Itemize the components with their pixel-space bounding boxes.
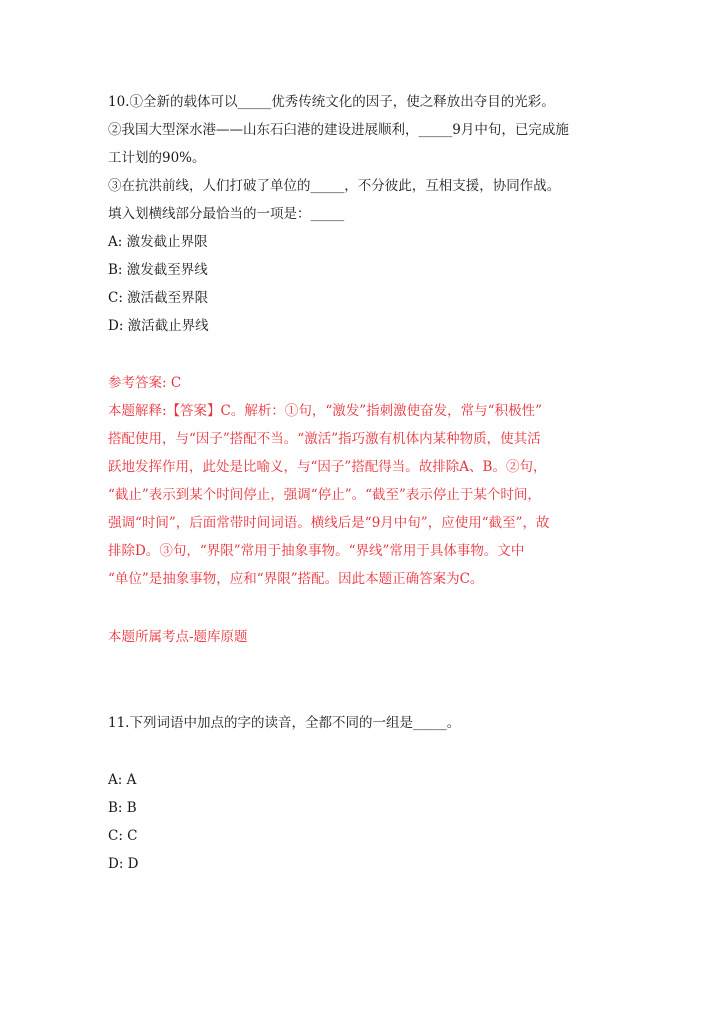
q10-stem-line-5: 填入划横线部分最恰当的一项是：_____ — [108, 206, 345, 222]
q10-analysis-line-2: 搭配使用，与“因子”搭配不当。“激活”指巧激有机体内某种物质，使其活 — [108, 431, 541, 447]
q10-analysis-line-7: “单位”是抽象事物，应和“界限”搭配。因此本题正确答案为C。 — [108, 571, 484, 587]
q10-source: 本题所属考点-题库原题 — [108, 629, 248, 645]
q11-option-d: D: D — [108, 856, 139, 872]
q11-option-a: A: A — [108, 772, 137, 788]
q10-analysis-line-1: 本题解释:【答案】C。解析：①句，“激发”指刺激使奋发，常与“积极性” — [108, 403, 542, 419]
q10-option-b: B: 激发截至界线 — [108, 262, 208, 278]
q10-analysis-line-3: 跃地发挥作用，此处是比喻义，与“因子”搭配得当。故排除A、B。②句， — [108, 459, 547, 475]
q11-option-c: C: C — [108, 828, 138, 844]
q10-answer: 参考答案: C — [108, 375, 182, 391]
q11-option-b: B: B — [108, 800, 137, 816]
q11-stem: 11.下列词语中加点的字的读音，全都不同的一组是_____。 — [108, 715, 461, 731]
q10-analysis-line-6: 排除D。③句，“界限”常用于抽象事物。“界线”常用于具体事物。文中 — [108, 543, 525, 559]
q10-stem-line-4: ③在抗洪前线，人们打破了单位的_____，不分彼此，互相支援，协同作战。 — [108, 178, 561, 194]
q10-stem-line-3: 工计划的90%。 — [108, 150, 206, 166]
q10-analysis-line-5: 强调“时间”，后面常带时间词语。横线后是“9月中旬”，应使用“截至”，故 — [108, 515, 550, 531]
q10-option-c: C: 激活截至界限 — [108, 290, 209, 306]
q10-analysis-line-4: “截止”表示到某个时间停止，强调“停止”。“截至”表示停止于某个时间， — [108, 487, 541, 503]
q10-option-a: A: 激发截止界限 — [108, 234, 208, 250]
q10-option-d: D: 激活截止界线 — [108, 318, 209, 334]
q10-stem-line-2: ②我国大型深水港——山东石臼港的建设进展顺利，_____9月中旬，已完成施 — [108, 122, 569, 138]
q10-stem-line-1: 10.①全新的载体可以_____优秀传统文化的因子，使之释放出夺目的光彩。 — [108, 94, 555, 110]
